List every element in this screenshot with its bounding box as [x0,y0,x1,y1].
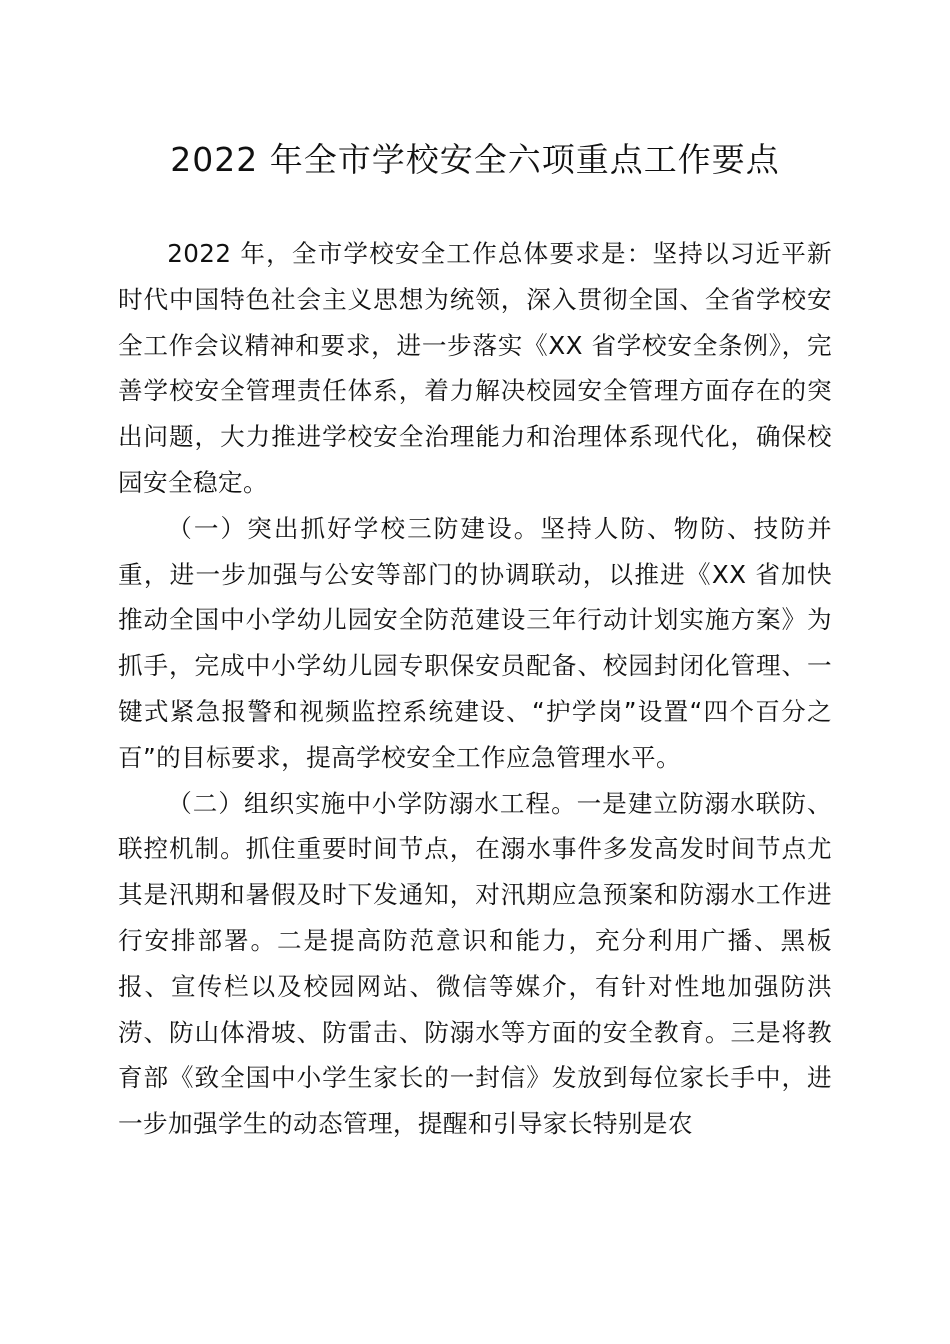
paragraph-overview: 2022 年，全市学校安全工作总体要求是：坚持以习近平新时代中国特色社会主义思想为统领，深入贯彻全国、全省学校安全工作会议精神和要求，进一步落实《XX 省学校安全条例》，完善学校安全管理责任体系，着力解决校园安全管理方面存在的突出问题，大力推进学校安全治理能力和治理体系现代化，确保校园安全稳定。 [118,239,832,497]
paragraph-section-2: （二）组织实施中小学防溺水工程。一是建立防溺水联防、联控机制。抓住重要时间节点，在溺水事件多发高发时间节点尤其是汛期和暑假及时下发通知，对汛期应急预案和防溺水工作进行安排部署。二是提高防范意识和能力，充分利用广播、黑板报、宣传栏以及校园网站、微信等媒介，有针对性地加强防洪涝、防山体滑坡、防雷击、防溺水等方面的安全教育。三是将教育部《致全国中小学生家长的一封信》发放到每位家长手中，进一步加强学生的动态管理，提醒和引导家长特别是农 [118,788,832,1139]
document-title: 2022 年全市学校安全六项重点工作要点 [170,140,780,179]
paragraph-section-1: （一）突出抓好学校三防建设。坚持人防、物防、技防并重，进一步加强与公安等部门的协调联动，以推进《XX 省加快推动全国中小学幼儿园安全防范建设三年行动计划实施方案》为抓手，完成中小学幼儿园专职保安员配备、校园封闭化管理、一键式紧急报警和视频监控系统建设、“护学岗”设置“四个百分之百”的目标要求，提高学校安全工作应急管理水平。 [118,513,832,772]
document-body [118,231,832,1147]
